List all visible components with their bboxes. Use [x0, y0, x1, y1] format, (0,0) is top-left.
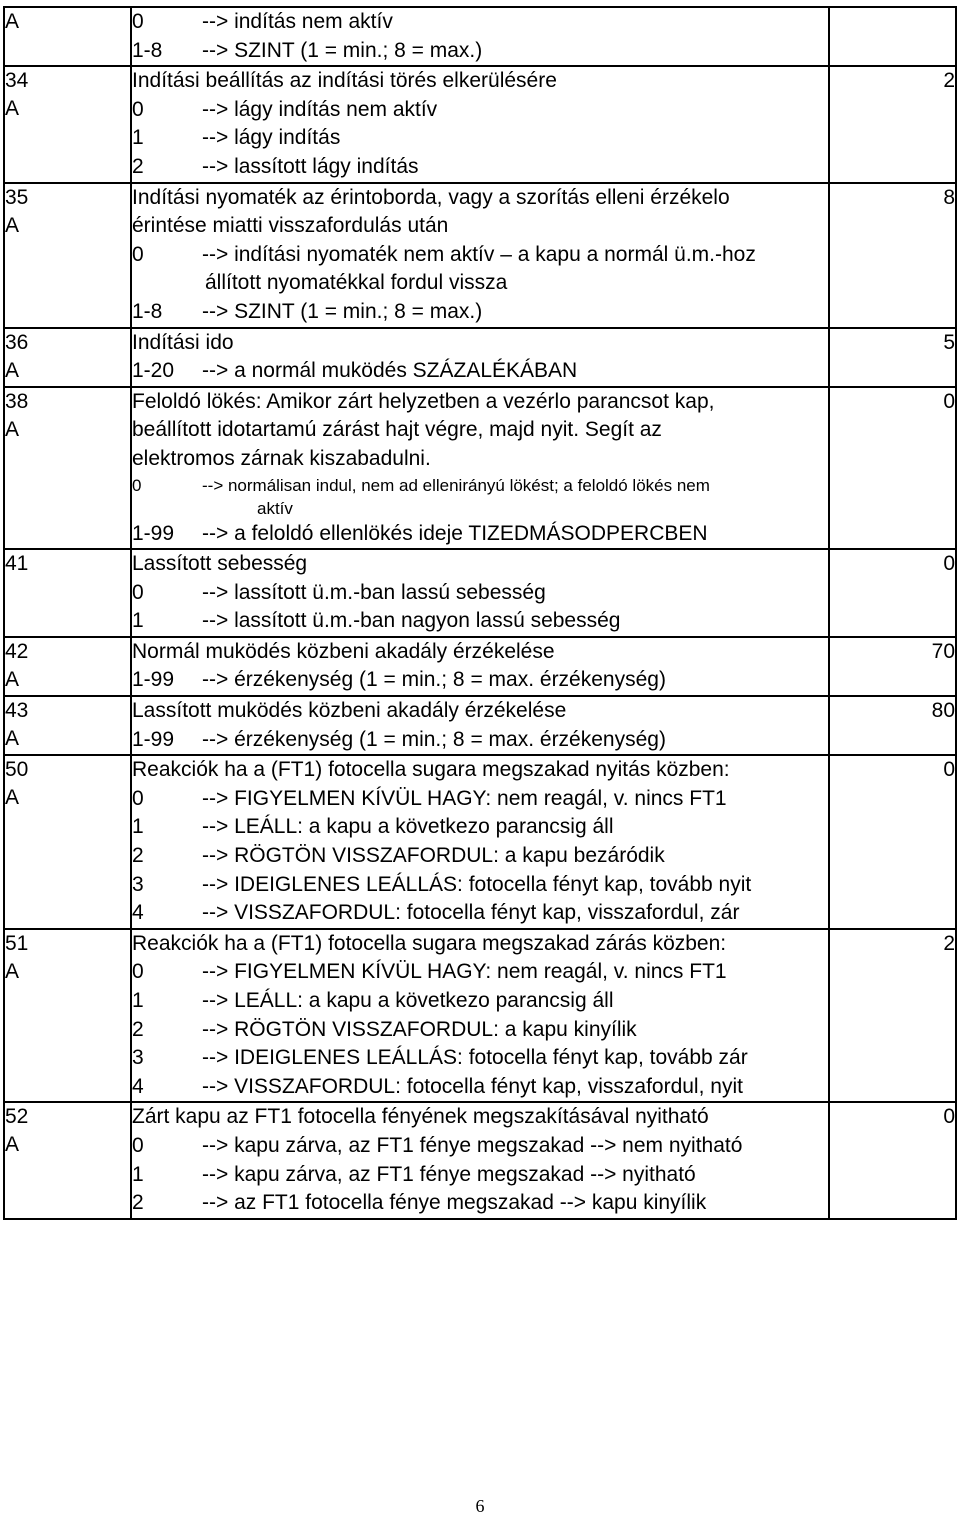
option-line	[132, 899, 828, 928]
line-text: Lassított sebesség	[132, 552, 308, 576]
line-text: --> indítási nyomaték nem aktív – a kapu a normál ü.m.-hoz	[202, 242, 756, 266]
option-value: 1-99	[132, 521, 175, 545]
default-value-cell	[829, 755, 956, 929]
option-line	[132, 1161, 828, 1190]
table-row	[4, 387, 956, 549]
table-row	[4, 929, 956, 1103]
parameter-code-cell	[4, 183, 131, 328]
parameter-number: 38	[5, 389, 29, 413]
line-text: --> IDEIGLENES LEÁLLÁS: fotocella fényt kap, tovább nyit	[202, 872, 752, 896]
parameter-code-cell	[4, 696, 131, 755]
option-line	[132, 8, 828, 37]
table-row	[4, 696, 956, 755]
option-line	[132, 1016, 828, 1045]
default-value-cell	[829, 549, 956, 637]
option-value: 1	[132, 609, 144, 633]
option-line	[132, 1132, 828, 1161]
line-text: --> LEÁLL: a kapu a következo parancsig áll	[202, 989, 614, 1012]
parameter-number: A	[5, 10, 20, 33]
default-value-cell	[829, 637, 956, 696]
parameter-group: A	[5, 786, 20, 810]
line-text: --> a feloldó ellenlökés ideje TIZEDMÁSODPERCBEN	[202, 521, 708, 545]
option-value: 1-99	[132, 668, 175, 692]
option-line	[132, 96, 828, 125]
default-value: 80	[931, 699, 955, 723]
option-line	[132, 666, 828, 695]
parameter-group: A	[5, 417, 20, 441]
option-line	[132, 1073, 828, 1102]
option-value: 0	[132, 580, 144, 604]
line-text: Normál muködés közbeni akadály érzékelése	[132, 639, 555, 663]
table-row	[4, 328, 956, 387]
option-line	[132, 474, 828, 498]
table-row	[4, 7, 956, 66]
option-value: 0	[132, 97, 144, 121]
line-text: Indítási ido	[132, 330, 234, 354]
option-line	[132, 579, 828, 608]
default-value: 0	[943, 389, 955, 413]
description-line	[132, 638, 828, 667]
parameter-number: 43	[5, 699, 29, 723]
default-value-cell	[829, 328, 956, 387]
table-row	[4, 66, 956, 182]
line-text: --> érzékenység (1 = min.; 8 = max. érzékenység)	[202, 668, 666, 692]
option-value: 0	[132, 786, 144, 810]
line-text: érintése miatti visszafordulás után	[132, 214, 449, 238]
option-line	[132, 607, 828, 636]
parameter-table	[3, 6, 957, 1220]
parameter-description-cell	[131, 183, 829, 328]
option-line	[132, 124, 828, 153]
parameter-description-cell	[131, 696, 829, 755]
option-line	[132, 842, 828, 871]
line-text: --> kapu zárva, az FT1 fénye megszakad --> nem nyitható	[202, 1133, 743, 1157]
option-value: 0	[132, 475, 142, 495]
default-value-cell	[829, 387, 956, 549]
line-text: --> VISSZAFORDUL: fotocella fényt kap, visszafordul, nyit	[202, 1074, 743, 1098]
parameter-group	[5, 36, 130, 64]
description-line	[132, 697, 828, 726]
parameter-number: 51	[5, 931, 29, 955]
parameter-description-cell	[131, 7, 829, 66]
line-text: --> kapu zárva, az FT1 fénye megszakad --> nyitható	[202, 1162, 696, 1186]
option-value: 0	[132, 960, 144, 984]
parameter-description-cell	[131, 66, 829, 182]
option-line	[132, 1189, 828, 1218]
option-line	[132, 813, 828, 842]
description-line	[132, 930, 828, 959]
line-text: elektromos zárnak kiszabadulni.	[132, 446, 431, 470]
option-line	[132, 726, 828, 755]
line-text: --> LEÁLL: a kapu a következo parancsig áll	[202, 815, 614, 839]
default-value: 5	[943, 330, 955, 354]
line-text: Zárt kapu az FT1 fotocella fényének megszakításával nyitható	[132, 1105, 709, 1129]
parameter-code-cell	[4, 1102, 131, 1218]
parameter-group: A	[5, 358, 20, 382]
parameter-number: 41	[5, 552, 29, 576]
option-line	[132, 520, 828, 549]
description-line	[132, 416, 828, 445]
option-value: 0	[132, 242, 144, 266]
option-line	[132, 958, 828, 987]
line-text: --> IDEIGLENES LEÁLLÁS: fotocella fényt kap, tovább zár	[202, 1046, 748, 1070]
description-line	[132, 498, 828, 520]
line-text: Reakciók ha a (FT1) fotocella sugara megszakad nyitás közben:	[132, 758, 730, 782]
default-value: 0	[943, 1105, 955, 1129]
parameter-code-cell	[4, 66, 131, 182]
line-text: állított nyomatékkal fordul vissza	[205, 271, 508, 295]
parameter-group	[5, 578, 130, 606]
parameter-number: 42	[5, 639, 29, 663]
parameter-description-cell	[131, 929, 829, 1103]
line-text: --> lágy indítás	[202, 126, 341, 150]
parameter-group: A	[5, 667, 20, 691]
option-line	[132, 37, 828, 66]
description-line	[132, 550, 828, 579]
parameter-code-cell	[4, 549, 131, 637]
parameter-number: 34	[5, 69, 29, 93]
line-text: --> az FT1 fotocella fénye megszakad --> kapu kinyílik	[202, 1191, 707, 1215]
default-value-cell	[829, 7, 956, 66]
line-text: Indítási nyomaték az érintoborda, vagy a szorítás elleni érzékelo	[132, 185, 730, 209]
table-row	[4, 549, 956, 637]
option-value: 1-8	[132, 299, 163, 323]
line-text: beállított idotartamú zárást hajt végre, majd nyit. Segít az	[132, 418, 662, 442]
parameter-code-cell	[4, 929, 131, 1103]
line-text: --> RÖGTÖN VISSZAFORDUL: a kapu bezáródik	[202, 844, 665, 868]
parameter-code-cell	[4, 387, 131, 549]
default-value-cell	[829, 66, 956, 182]
parameter-group: A	[5, 97, 20, 121]
line-text: --> VISSZAFORDUL: fotocella fényt kap, visszafordul, zár	[202, 901, 740, 925]
description-line	[132, 212, 828, 241]
default-value: 0	[943, 552, 955, 576]
default-value: 2	[943, 69, 955, 93]
description-line	[132, 445, 828, 474]
line-text: --> lassított lágy indítás	[202, 154, 419, 178]
description-line	[132, 269, 828, 298]
line-text: aktív	[257, 498, 293, 518]
table-row	[4, 1102, 956, 1218]
parameter-description-cell	[131, 387, 829, 549]
line-text: --> lassított ü.m.-ban nagyon lassú sebesség	[202, 609, 621, 633]
option-value: 3	[132, 872, 144, 896]
line-text: Feloldó lökés: Amikor zárt helyzetben a vezérlo parancsot kap,	[132, 389, 715, 413]
table-row	[4, 755, 956, 929]
parameter-description-cell	[131, 549, 829, 637]
default-value-cell	[829, 1102, 956, 1218]
parameter-number: 35	[5, 185, 29, 209]
description-line	[132, 1103, 828, 1132]
option-value: 4	[132, 1074, 144, 1098]
default-value: 2	[943, 931, 955, 955]
parameter-group: A	[5, 213, 20, 237]
option-line	[132, 241, 828, 270]
option-line	[132, 871, 828, 900]
parameter-number: 50	[5, 758, 29, 782]
option-line	[132, 987, 828, 1016]
option-line	[132, 357, 828, 386]
line-text: --> SZINT (1 = min.; 8 = max.)	[202, 38, 483, 62]
line-text: --> lágy indítás nem aktív	[202, 97, 438, 121]
option-value: 2	[132, 154, 144, 178]
parameter-code-cell	[4, 755, 131, 929]
parameter-code-cell	[4, 7, 131, 66]
parameter-number: 52	[5, 1105, 29, 1129]
line-text: Reakciók ha a (FT1) fotocella sugara megszakad zárás közben:	[132, 931, 727, 955]
table-row	[4, 183, 956, 328]
parameter-table-body	[4, 7, 956, 1219]
default-value-cell	[829, 696, 956, 755]
table-row	[4, 637, 956, 696]
option-value: 3	[132, 1046, 144, 1070]
parameter-code-cell	[4, 637, 131, 696]
line-text: --> SZINT (1 = min.; 8 = max.)	[202, 299, 483, 323]
parameter-description-cell	[131, 1102, 829, 1218]
line-text: --> normálisan indul, nem ad ellenirányú lökést; a feloldó lökés nem	[202, 475, 710, 495]
option-value: 1	[132, 1162, 144, 1186]
option-value: 1	[132, 989, 144, 1012]
page-number: 6	[475, 1496, 485, 1516]
parameter-description-cell	[131, 755, 829, 929]
option-line	[132, 153, 828, 182]
option-value: 1	[132, 126, 144, 150]
line-text: Lassított muködés közbeni akadály érzékelése	[132, 699, 567, 723]
line-text: Indítási beállítás az indítási törés elkerülésére	[132, 69, 557, 93]
option-value: 1-99	[132, 727, 175, 751]
line-text: --> lassított ü.m.-ban lassú sebesség	[202, 580, 546, 604]
parameter-description-cell	[131, 637, 829, 696]
line-text: --> indítás nem aktív	[202, 10, 393, 33]
line-text: --> FIGYELMEN KÍVÜL HAGY: nem reagál, v. nincs FT1	[202, 960, 727, 984]
description-line	[132, 67, 828, 96]
parameter-group: A	[5, 1133, 20, 1157]
parameter-number: 36	[5, 330, 29, 354]
line-text: --> érzékenység (1 = min.; 8 = max. érzékenység)	[202, 727, 666, 751]
option-value: 2	[132, 1191, 144, 1215]
default-value: 0	[943, 758, 955, 782]
option-line	[132, 298, 828, 327]
default-value-cell	[829, 929, 956, 1103]
parameter-group: A	[5, 727, 20, 751]
option-value: 1-8	[132, 38, 163, 62]
parameter-description-cell	[131, 328, 829, 387]
option-value: 1	[132, 815, 144, 839]
option-value: 2	[132, 1017, 144, 1041]
default-value-cell	[829, 183, 956, 328]
option-value: 0	[132, 1133, 144, 1157]
description-line	[132, 184, 828, 213]
option-value: 2	[132, 844, 144, 868]
line-text: --> RÖGTÖN VISSZAFORDUL: a kapu kinyílik	[202, 1017, 637, 1041]
line-text: --> FIGYELMEN KÍVÜL HAGY: nem reagál, v. nincs FT1	[202, 786, 727, 810]
default-value: 70	[931, 639, 955, 663]
option-value: 1-20	[132, 359, 175, 383]
option-line	[132, 1044, 828, 1073]
parameter-code-cell	[4, 328, 131, 387]
option-value: 4	[132, 901, 144, 925]
line-text: --> a normál muködés SZÁZALÉKÁBAN	[202, 359, 578, 383]
option-line	[132, 785, 828, 814]
description-line	[132, 329, 828, 358]
description-line	[132, 756, 828, 785]
default-value: 8	[943, 185, 955, 209]
option-value: 0	[132, 10, 144, 33]
parameter-group: A	[5, 959, 20, 983]
description-line	[132, 388, 828, 417]
